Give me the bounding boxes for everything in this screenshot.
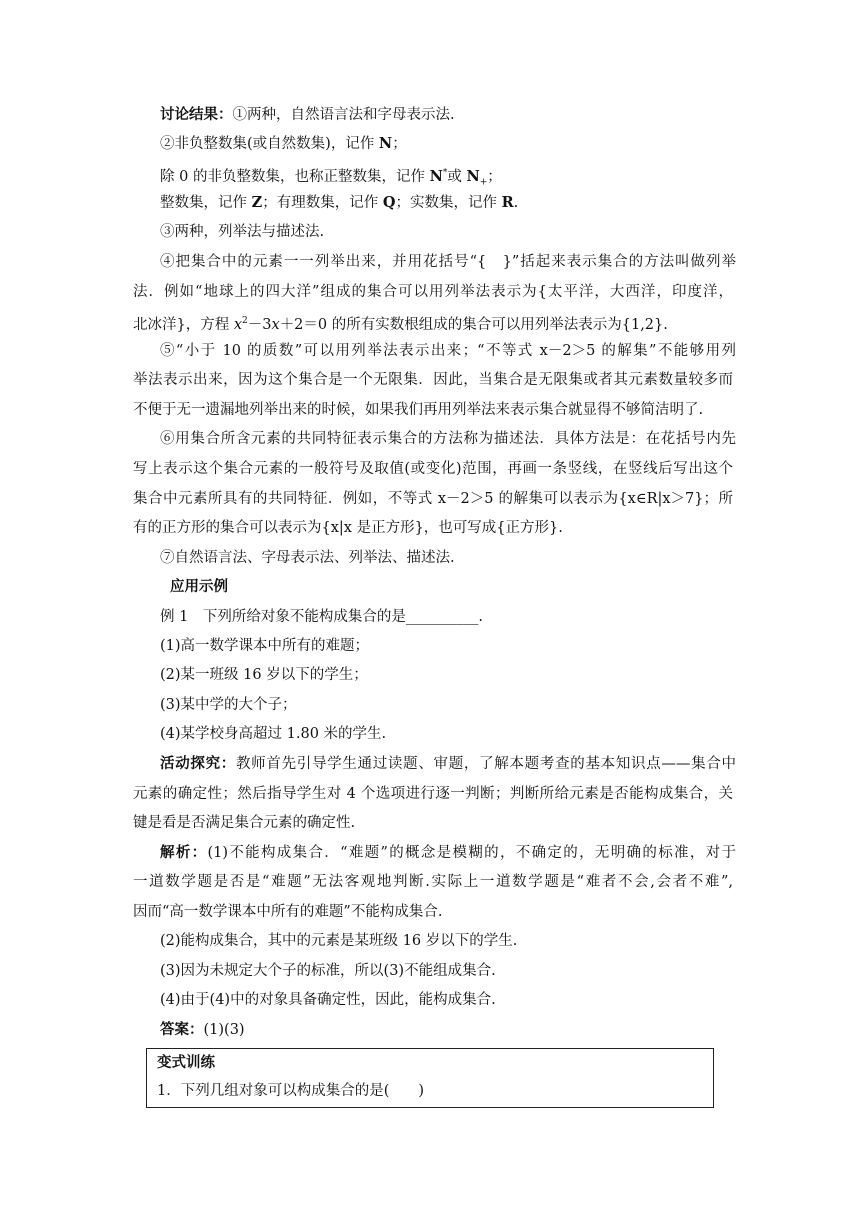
paragraph-line: 键是看是否满足集合元素的确定性. xyxy=(133,815,356,831)
text: ⑤“小于 10 的质数”可以用列举法表示出来；“不等式 x－2＞5 的解集”不能够用列 xyxy=(160,343,736,359)
subscript: + xyxy=(479,177,488,188)
text: 集合中元素所具有的共同特征．例如，不等式 x－2＞5 的解集可以表示为{x∈R|x＞7}；所 xyxy=(133,491,733,507)
paragraph-line xyxy=(160,341,736,361)
option-item: (2)某一班级 16 岁以下的学生； xyxy=(160,667,368,683)
paragraph-line xyxy=(133,311,668,335)
option-item: (1)高一数学课本中所有的难题； xyxy=(160,638,370,654)
superscript: * xyxy=(442,168,448,178)
answer-label: 答案： xyxy=(160,1021,204,1038)
symbol-N: N xyxy=(378,135,393,152)
text: 举法表示出来，因为这个集合是一个无限集．因此，当集合是无限集或者其元素数量较多而 xyxy=(133,372,733,388)
text: ；实数集，记作 xyxy=(395,195,502,211)
text xyxy=(160,843,736,863)
text: ④把集合中的元素一一列举出来，并用花括号“{ }”括起来表示集合的方法叫做列举 xyxy=(160,254,736,270)
paragraph-line xyxy=(160,134,407,154)
paragraph-line: ⑦自然语言法、字母表示法、列举法、描述法. xyxy=(160,550,455,566)
superscript: 2 xyxy=(242,316,248,326)
paragraph-line xyxy=(133,459,733,479)
option-item: (4)某学校身高超过 1.80 米的学生. xyxy=(160,726,387,742)
text xyxy=(160,754,736,774)
paragraph-line: 因而“高一数学课本中所有的难题”不能构成集合. xyxy=(133,904,443,920)
symbol-R: R xyxy=(501,194,514,211)
variable-x: x xyxy=(271,316,280,333)
text: 元素的确定性；然后指导学生对 4 个选项进行逐一判断；判断所给元素是否能构成集合，关 xyxy=(133,786,733,802)
paragraph-line xyxy=(133,872,733,892)
text: －3 xyxy=(247,316,272,333)
paragraph-line xyxy=(133,489,733,509)
text: . xyxy=(513,195,519,211)
activity-line xyxy=(160,754,736,774)
symbol-Q: Q xyxy=(382,194,396,211)
paragraph-line: 不便于无一遗漏地列举出来的时候，如果我们再用列举法来表示集合就显得不够简洁明了. xyxy=(133,402,704,418)
discussion-result-line xyxy=(160,105,455,125)
section-heading: 应用示例 xyxy=(170,578,228,595)
paragraph-line: (2)能构成集合，其中的元素是某班级 16 岁以下的学生. xyxy=(160,933,518,949)
text: ＋2＝0 的所有实数根组成的集合可以用列举法表示为{1,2}. xyxy=(279,316,668,333)
text: ②非负整数集(或自然数集)，记作 xyxy=(160,136,379,152)
text: 整数集，记作 xyxy=(160,195,252,211)
text: ①两种，自然语言法和字母表示法. xyxy=(232,107,455,123)
text: 教师首先引导学生通过读题、审题，了解本题考查的基本知识点——集合中 xyxy=(235,756,737,772)
text: 一道数学题是否是“难题”无法客观地判断.实际上一道数学题是“难者不会,会者不难”, xyxy=(133,874,733,890)
text: ⑥用集合所含元素的共同特征表示集合的方法称为描述法．具体方法是：在花括号内先 xyxy=(160,431,736,447)
paragraph-line: (4)由于(4)中的对象具备确定性，因此，能构成集合. xyxy=(160,992,496,1008)
option-item: (3)某中学的大个子； xyxy=(160,697,297,713)
text: 法．例如“地球上的四大洋”组成的集合可以用列举法表示为{太平洋，大西洋，印度洋， xyxy=(133,284,733,300)
text: 写上表示这个集合元素的一般符号及取值(或变化)范围，再画一条竖线，在竖线后写出这个 xyxy=(133,461,733,477)
paragraph-line: ③两种，列举法与描述法. xyxy=(160,224,325,240)
paragraph-line xyxy=(160,163,502,193)
symbol-Z: Z xyxy=(251,194,263,211)
paragraph-line xyxy=(133,282,733,302)
analysis-label: 解析： xyxy=(160,844,208,861)
paragraph-line xyxy=(133,370,733,390)
symbol-N: N xyxy=(429,167,443,185)
paragraph-line xyxy=(160,193,518,213)
text: ； xyxy=(487,168,502,185)
text: 或 xyxy=(447,168,467,185)
practice-box xyxy=(146,1048,714,1108)
paragraph-line: 有的正方形的集合可以表示为{x|x 是正方形}，也可写成{正方形}. xyxy=(133,520,563,536)
discussion-result-label: 讨论结果： xyxy=(160,106,233,123)
paragraph-line xyxy=(160,429,736,449)
analysis-line xyxy=(160,843,736,863)
paragraph-line xyxy=(160,252,736,272)
example-question: 例 1 下列所给对象不能构成集合的是__________. xyxy=(160,609,483,625)
practice-question: 1．下列几组对象可以构成集合的是( ) xyxy=(157,1083,425,1099)
paragraph-line xyxy=(133,784,733,804)
text: ； xyxy=(392,136,407,152)
answer-line xyxy=(160,1020,245,1040)
text: (1)不能构成集合．“难题”的概念是模糊的，不确定的，无明确的标准，对于 xyxy=(207,845,736,861)
symbol-N: N xyxy=(466,167,480,185)
answer-value: (1)(3) xyxy=(203,1022,245,1038)
text: ；有理数集，记作 xyxy=(262,195,383,211)
practice-box-title: 变式训练 xyxy=(157,1054,215,1071)
paragraph-line: (3)因为未规定大个子的标准，所以(3)不能组成集合. xyxy=(160,963,496,979)
variable-x: x xyxy=(233,316,243,333)
text: 北冰洋}，方程 xyxy=(133,316,234,333)
activity-label: 活动探究： xyxy=(160,755,236,772)
text: 除 0 的非负整数集，也称正整数集，记作 xyxy=(160,168,430,185)
